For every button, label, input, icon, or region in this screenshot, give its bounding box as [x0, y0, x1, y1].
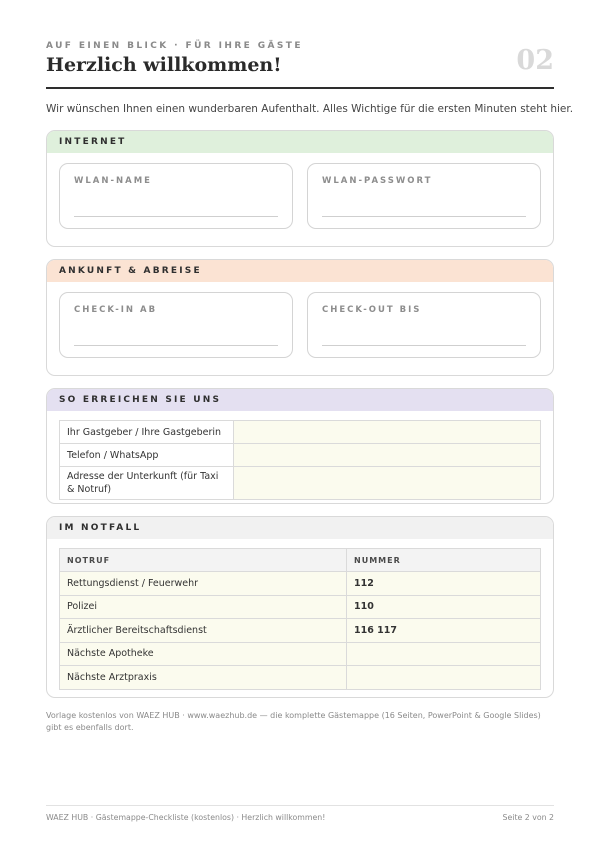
table-row — [60, 421, 541, 444]
title-rule — [46, 87, 554, 89]
contact-card — [46, 388, 554, 504]
internet-heading: INTERNET — [47, 131, 553, 153]
contact-phone-input[interactable] — [234, 444, 541, 467]
column-header-emergency: NOTRUF — [60, 549, 347, 572]
emergency-name: Rettungsdienst / Feuerwehr — [60, 572, 347, 596]
contact-host-input[interactable] — [234, 421, 541, 444]
internet-fields — [47, 153, 553, 229]
contact-table — [59, 420, 541, 500]
emergency-card — [46, 516, 554, 698]
write-line — [74, 345, 278, 346]
wifi-name-label: WLAN-NAME — [74, 176, 152, 186]
emergency-number: 110 — [347, 595, 541, 619]
arrival-card — [46, 259, 554, 376]
arrival-heading: ANKUNFT & ABREISE — [47, 260, 553, 282]
emergency-name: Nächste Arztpraxis — [60, 666, 347, 690]
footer-left: WAEZ HUB · Gästemappe-Checkliste (kostenlos) · Herzlich willkommen! — [46, 813, 326, 822]
emergency-number-input[interactable] — [347, 642, 541, 666]
emergency-name: Nächste Apotheke — [60, 642, 347, 666]
footer-page-count: Seite 2 von 2 — [502, 813, 554, 822]
table-header-row — [60, 549, 541, 572]
write-line — [322, 345, 526, 346]
wifi-name-field[interactable] — [59, 163, 293, 229]
contact-address-label: Adresse der Unterkunft (für Taxi & Notruf) — [60, 467, 234, 500]
table-row — [60, 595, 541, 619]
wifi-password-label: WLAN-PASSWORT — [322, 176, 433, 186]
internet-card — [46, 130, 554, 247]
template-note: Vorlage kostenlos von WAEZ HUB · www.waezhub.de — die komplette Gästemappe (16 Seiten, PowerPoint & Google Slides) gibt es ebenfalls dort. — [46, 711, 541, 732]
contact-heading: SO ERREICHEN SIE UNS — [47, 389, 553, 411]
emergency-name: Polizei — [60, 595, 347, 619]
contact-address-input[interactable] — [234, 467, 541, 500]
check-out-label: CHECK-OUT BIS — [322, 305, 422, 315]
intro-text: Wir wünschen Ihnen einen wunderbaren Aufenthalt. Alles Wichtige für die ersten Minuten steht hier. — [46, 103, 574, 115]
contact-phone-label: Telefon / WhatsApp — [60, 444, 234, 467]
table-row — [60, 444, 541, 467]
write-line — [74, 216, 278, 217]
emergency-table — [59, 548, 541, 690]
arrival-fields — [47, 282, 553, 358]
emergency-number-input[interactable] — [347, 666, 541, 690]
footer-rule — [46, 805, 554, 806]
contact-host-label: Ihr Gastgeber / Ihre Gastgeberin — [60, 421, 234, 444]
page-number: 02 — [516, 45, 554, 76]
page-title: Herzlich willkommen! — [46, 54, 282, 76]
check-in-label: CHECK-IN AB — [74, 305, 158, 315]
kicker: AUF EINEN BLICK · FÜR IHRE GÄSTE — [46, 41, 303, 51]
table-row — [60, 467, 541, 500]
check-out-field[interactable] — [307, 292, 541, 358]
table-row — [60, 642, 541, 666]
column-header-number: NUMMER — [347, 549, 541, 572]
emergency-heading: IM NOTFALL — [47, 517, 553, 539]
emergency-number: 116 117 — [347, 619, 541, 643]
emergency-number: 112 — [347, 572, 541, 596]
table-row — [60, 572, 541, 596]
wifi-password-field[interactable] — [307, 163, 541, 229]
table-row — [60, 666, 541, 690]
write-line — [322, 216, 526, 217]
check-in-field[interactable] — [59, 292, 293, 358]
table-row — [60, 619, 541, 643]
emergency-name: Ärztlicher Bereitschaftsdienst — [60, 619, 347, 643]
